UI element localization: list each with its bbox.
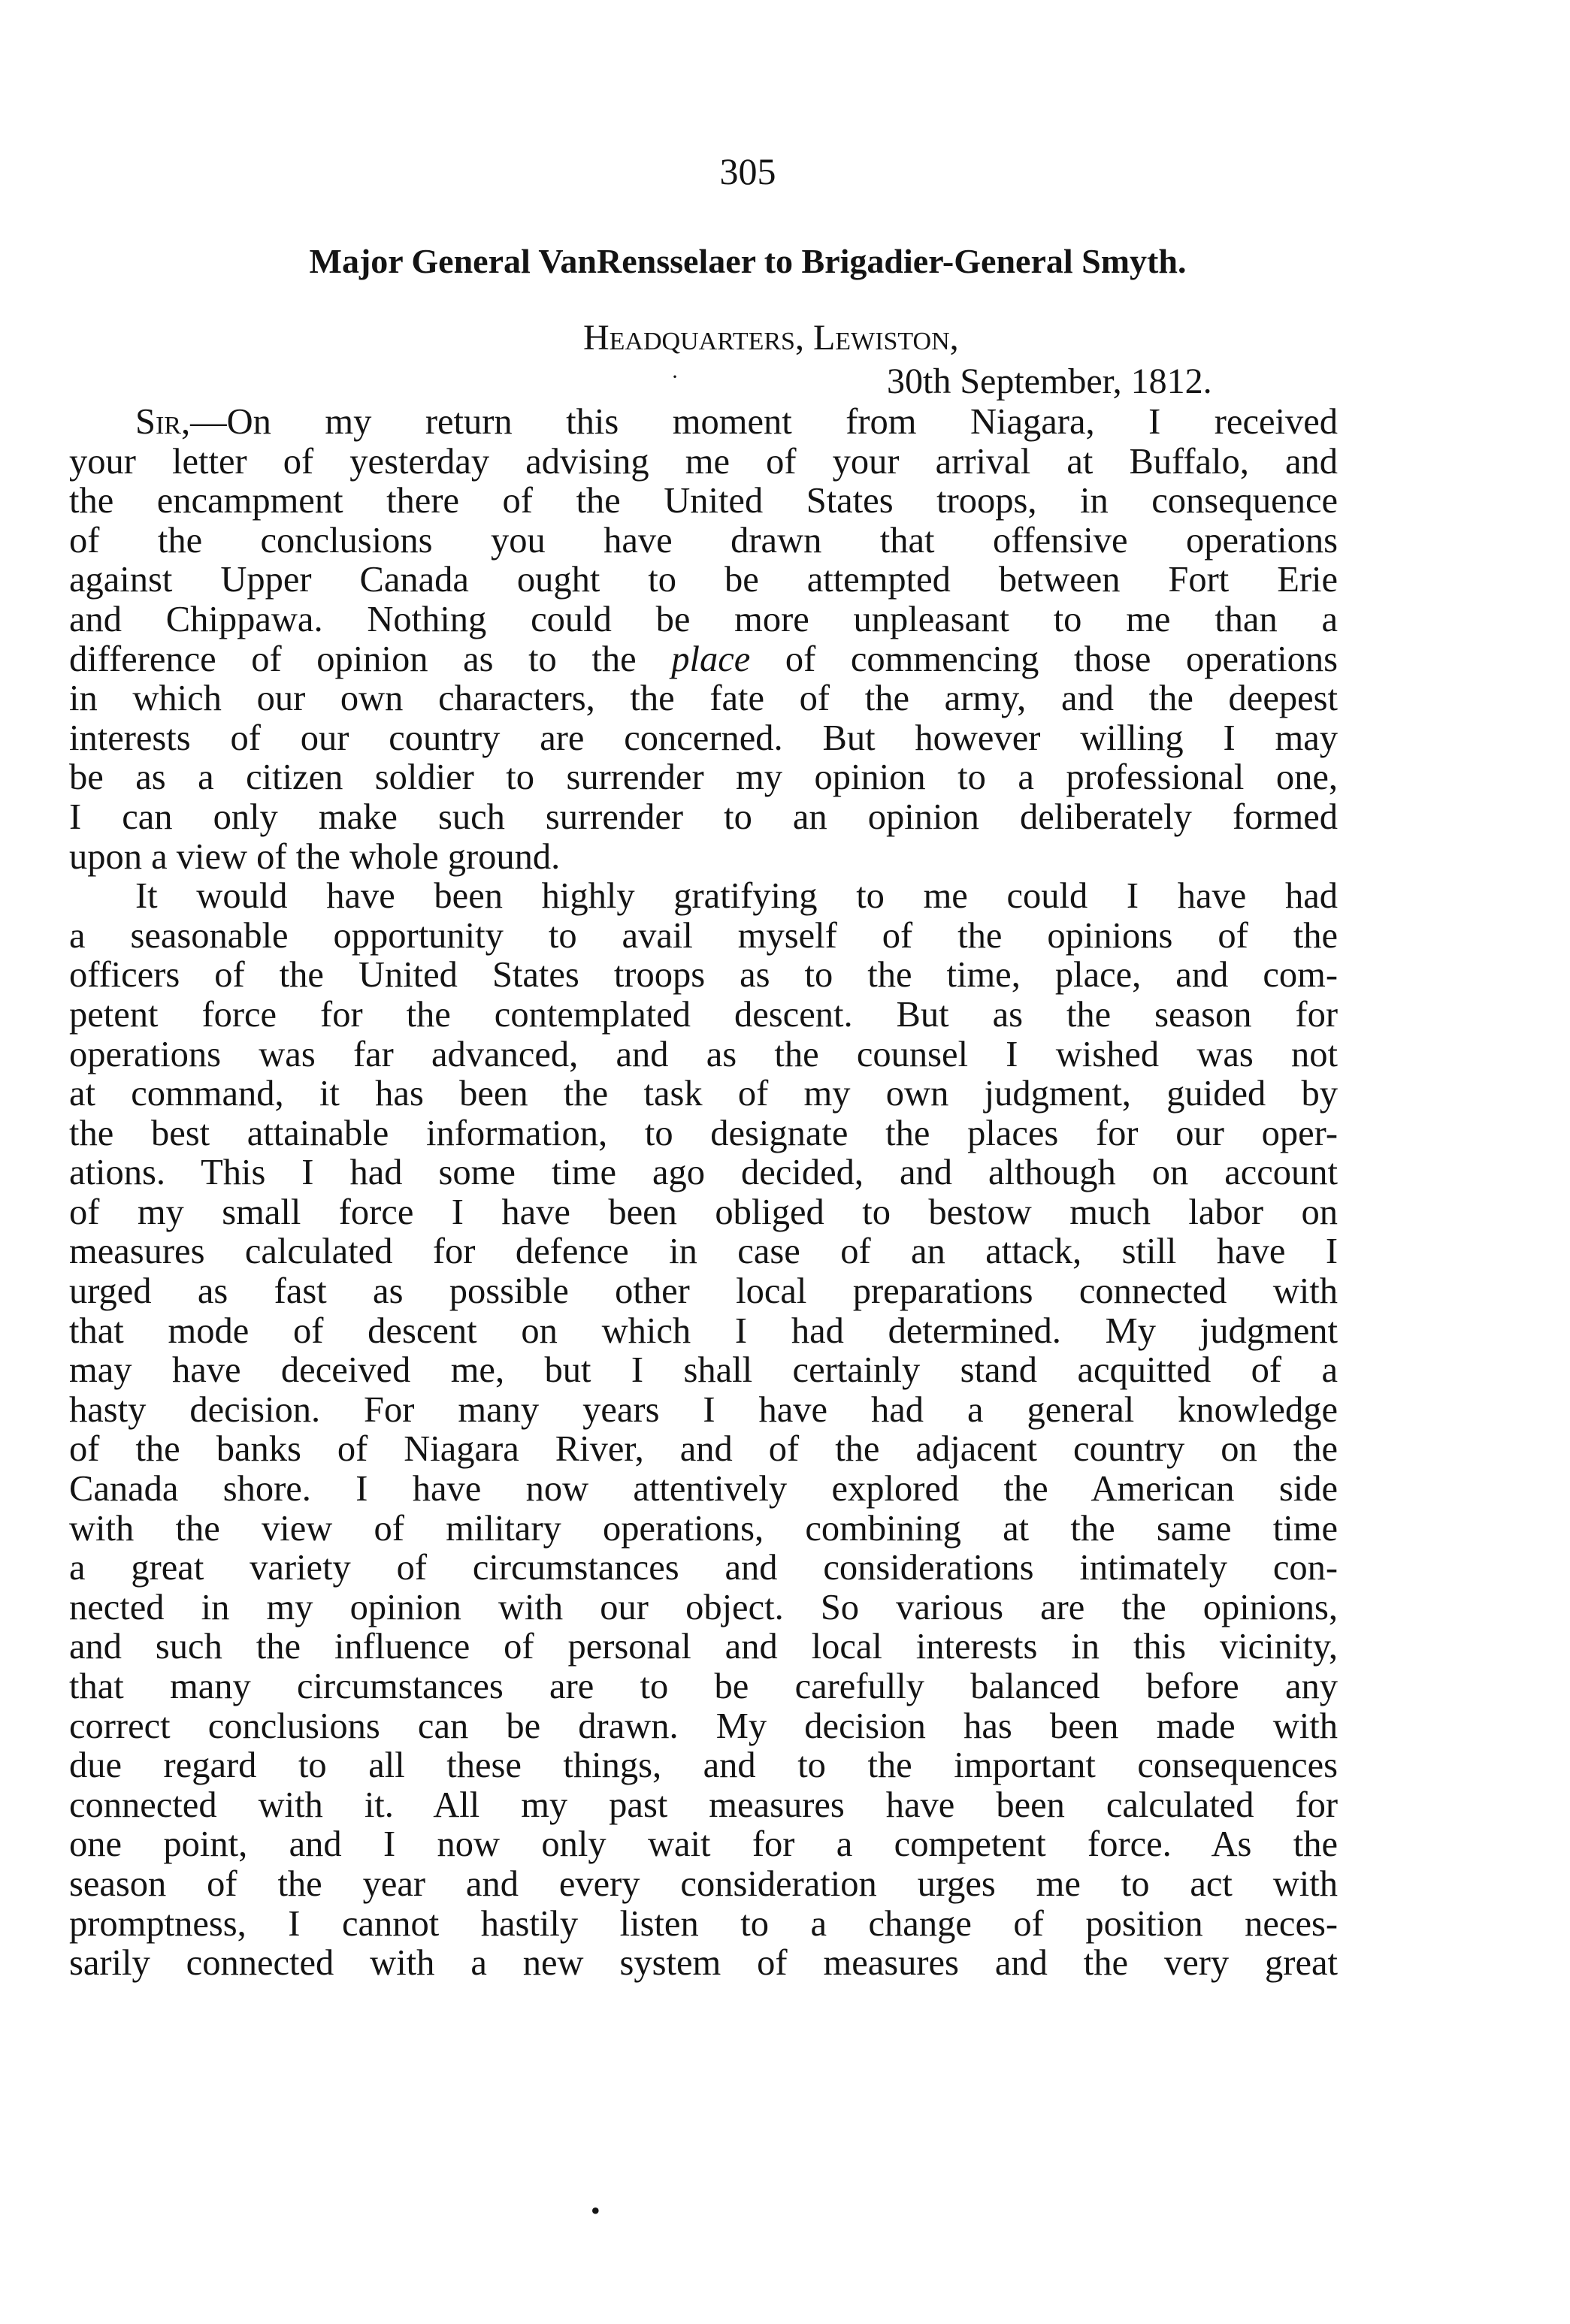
text-line: due regard to all these things, and to the important consequences	[69, 1745, 1338, 1786]
text-line: promptness, I cannot hastily listen to a change of position neces-	[69, 1903, 1338, 1944]
text-line: be as a citizen soldier to surrender my opinion to a professional one,	[69, 757, 1338, 798]
text-line: petent force for the contemplated descent. But as the season for	[69, 994, 1338, 1035]
page-number: 305	[719, 150, 776, 192]
text-line: of the banks of Niagara River, and of the adjacent country on the	[69, 1429, 1338, 1470]
text-line: and such the influence of personal and local interests in this vicinity,	[69, 1627, 1338, 1667]
text-line: at command, it has been the task of my own judgment, guided by	[69, 1074, 1338, 1114]
text-line: Canada shore. I have now attentively explored the American side	[69, 1469, 1338, 1510]
first-line-text: —On my return this moment from Niagara, I received	[190, 402, 1338, 442]
text-line: of my small force I have been obliged to bestow much labor on	[69, 1192, 1338, 1232]
text-line: measures calculated for defence in case of an attack, still have I	[69, 1232, 1338, 1272]
text-line: urged as fast as possible other local preparations connected with	[69, 1271, 1338, 1312]
text-line: with the view of military operations, combining at the same time	[69, 1508, 1338, 1549]
letter-place: Headquarters, Lewiston,	[583, 318, 959, 358]
text-line: may have deceived me, but I shall certainly stand acquitted of a	[69, 1350, 1338, 1391]
text-line: officers of the United States troops as to the time, place, and com-	[69, 955, 1338, 996]
text-line: season of the year and every consideration urges me to act with	[69, 1863, 1338, 1904]
text-line: I can only make such surrender to an opinion deliberately formed	[69, 796, 1338, 837]
print-speck: ·	[671, 364, 679, 389]
letter-body	[69, 403, 1338, 1984]
text-line: a seasonable opportunity to avail myself of the opinions of the	[69, 915, 1338, 956]
text-line: and Chippawa. Nothing could be more unpleasant to me than a	[69, 599, 1338, 639]
text-line: connected with it. All my past measures have been calculated for	[69, 1785, 1338, 1825]
salutation: Sir,	[135, 402, 191, 442]
text-line: correct conclusions can be drawn. My decision has been made with	[69, 1706, 1338, 1746]
text-line: sarily connected with a new system of measures and the very great	[69, 1943, 1338, 1984]
print-speck: •	[591, 2196, 600, 2226]
text-line: one point, and I now only wait for a competent force. As the	[69, 1824, 1338, 1865]
letter-date: 30th September, 1812.	[887, 361, 1212, 401]
text-line: in which our own characters, the fate of the army, and the deepest	[69, 678, 1338, 719]
text-line: that mode of descent on which I had determined. My judgment	[69, 1310, 1338, 1351]
text-line: of the conclusions you have drawn that offensive operations	[69, 520, 1338, 561]
text-line: upon a view of the whole ground.	[69, 836, 561, 877]
text-line: the encampment there of the United States troops, in consequence	[69, 481, 1338, 521]
text-line: nected in my opinion with our object. So various are the opinions,	[69, 1587, 1338, 1627]
text-line: that many circumstances are to be carefully balanced before any	[69, 1667, 1338, 1706]
text-line: against Upper Canada ought to be attempted between Fort Erie	[69, 560, 1338, 600]
text-line: difference of opinion as to the place of commencing those operations	[69, 639, 1338, 679]
text-line: a great variety of circumstances and considerations intimately con-	[69, 1548, 1338, 1588]
text-line: ations. This I had some time ago decided, and although on account	[69, 1153, 1338, 1193]
letter-heading: Major General VanRensselaer to Brigadier-General Smyth.	[309, 242, 1187, 280]
text-line: your letter of yesterday advising me of your arrival at Buffalo, and	[69, 441, 1338, 482]
text-line: It would have been highly gratifying to me could I have had	[135, 876, 1338, 917]
text-line: the best attainable information, to designate the places for our oper-	[69, 1113, 1338, 1153]
text-line: interests of our country are concerned. But however willing I may	[69, 718, 1338, 758]
text-line: hasty decision. For many years I have had a general knowledge	[69, 1389, 1338, 1430]
text-line: operations was far advanced, and as the counsel I wished was not	[69, 1034, 1338, 1074]
first-line	[69, 403, 1338, 443]
